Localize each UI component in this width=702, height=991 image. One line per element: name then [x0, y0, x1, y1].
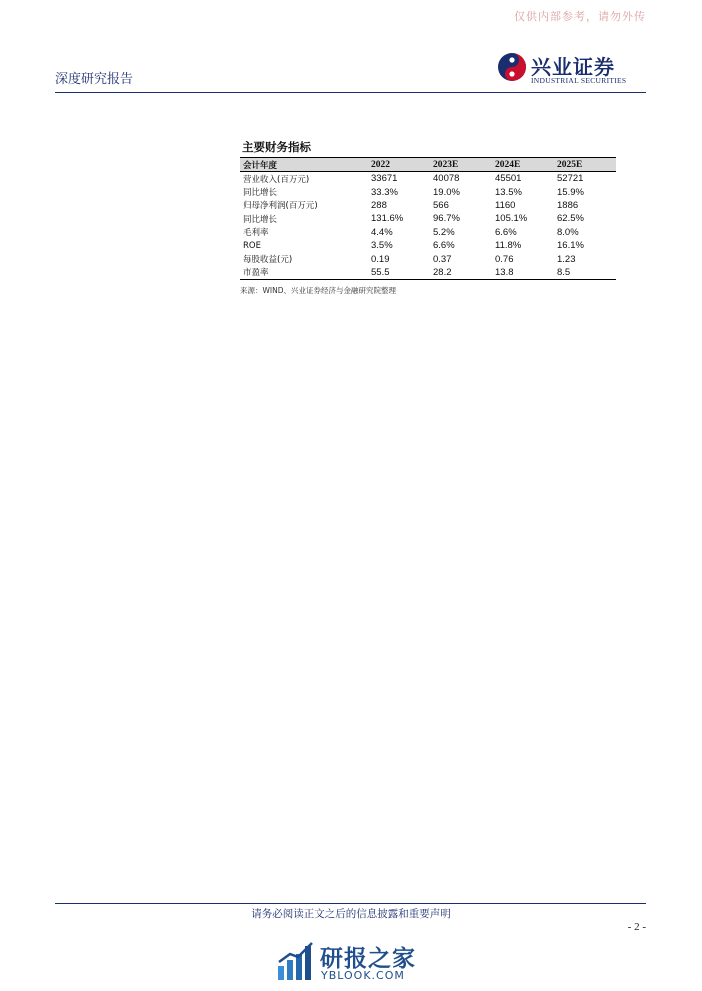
page-number: - 2 - — [627, 921, 646, 933]
table-cell: 1886 — [557, 199, 579, 211]
row-label: 营业收入(百万元) — [243, 174, 310, 185]
table-cell: 6.6% — [495, 226, 517, 238]
row-label: 同比增长 — [243, 188, 278, 199]
site-domain: YBLOOK.COM — [321, 969, 405, 982]
row-label: 毛利率 — [243, 228, 269, 239]
table-source-note: 来源：WIND、兴业证券经济与金融研究院整理 — [240, 286, 397, 295]
confidential-watermark: 仅供内部参考，请勿外传 — [514, 10, 646, 23]
table-cell: 8.0% — [557, 226, 579, 238]
table-header-row — [240, 158, 616, 172]
table-cell: 52721 — [557, 173, 584, 185]
table-cell: 1160 — [495, 199, 516, 211]
row-label: 每股收益(元) — [243, 255, 293, 266]
column-header: 2022 — [368, 158, 430, 172]
table-cell: 55.5 — [368, 266, 430, 280]
table-row — [240, 185, 616, 198]
row-label: 归母净利润(百万元) — [243, 201, 318, 212]
column-header: 2023E — [430, 158, 492, 172]
yblook-watermark-logo — [276, 940, 436, 986]
table-cell: 45501 — [495, 173, 522, 185]
row-label: 市盈率 — [240, 266, 368, 280]
column-header: 2024E — [492, 158, 554, 172]
financial-indicators-table — [240, 157, 616, 280]
footer-divider — [55, 903, 646, 904]
table-cell: 6.6% — [433, 240, 455, 252]
table-row — [240, 239, 616, 252]
table-cell: 33671 — [371, 173, 398, 185]
site-chinese-name: 研报之家 — [320, 946, 416, 972]
table-cell: 11.8% — [495, 240, 522, 252]
table-cell: 4.4% — [371, 226, 393, 238]
row-label: ROE — [243, 240, 261, 251]
table-cell: 3.5% — [371, 240, 393, 252]
industrial-securities-logo-icon — [497, 52, 527, 82]
table-row — [240, 266, 616, 280]
column-header: 会计年度 — [240, 158, 368, 172]
table-cell: 96.7% — [433, 213, 460, 225]
table-cell: 40078 — [433, 173, 460, 185]
table-cell: 13.5% — [495, 186, 522, 198]
table-row — [240, 199, 616, 212]
table-cell: 33.3% — [371, 186, 398, 198]
column-header: 2025E — [554, 158, 616, 172]
table-cell: 62.5% — [557, 213, 584, 225]
company-logo — [497, 50, 645, 90]
table-row — [240, 252, 616, 265]
table-cell: 16.1% — [557, 240, 584, 252]
table-cell: 566 — [433, 199, 449, 211]
table-cell: 288 — [371, 199, 387, 211]
table-row — [240, 226, 616, 239]
table-cell: 105.1% — [495, 213, 528, 225]
table-cell: 15.9% — [557, 186, 584, 198]
disclosure-notice: 请务必阅读正文之后的信息披露和重要声明 — [251, 908, 451, 920]
table-cell: 0.19 — [371, 253, 390, 265]
table-cell: 1.23 — [557, 253, 576, 265]
table-cell: 131.6% — [371, 213, 404, 225]
report-type-label: 深度研究报告 — [55, 72, 134, 87]
table-cell: 8.5 — [554, 266, 616, 280]
header-divider — [55, 92, 646, 93]
table-cell: 13.8 — [492, 266, 554, 280]
table-row — [240, 212, 616, 225]
logo-chinese-name: 兴业证券 — [531, 55, 615, 79]
bar-chart-icon — [276, 940, 316, 982]
table-cell: 0.37 — [433, 253, 452, 265]
table-cell: 28.2 — [430, 266, 492, 280]
logo-english-name: INDUSTRIAL SECURITIES — [531, 76, 627, 85]
table-cell: 19.0% — [433, 186, 460, 198]
table-cell: 0.76 — [495, 253, 514, 265]
table-row — [240, 172, 616, 186]
row-label: 同比增长 — [243, 214, 278, 225]
table-cell: 5.2% — [433, 226, 455, 238]
table-title: 主要财务指标 — [242, 140, 311, 154]
